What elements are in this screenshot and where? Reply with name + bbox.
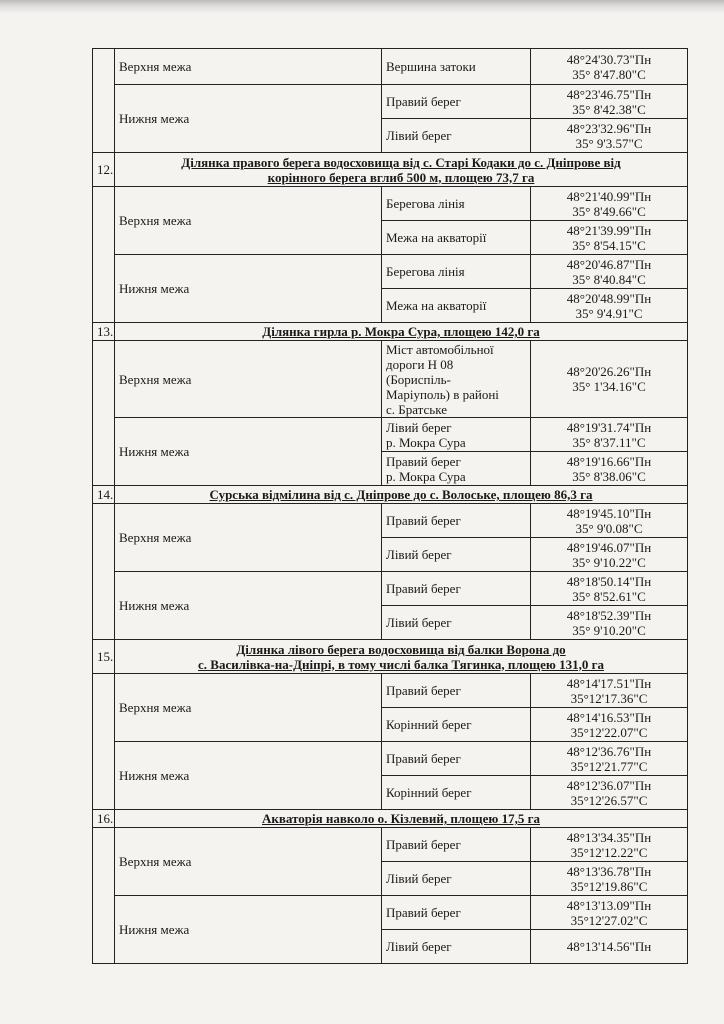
section-title-line: Сурська відмілина від с. Дніпрове до с. Волоське, площею 86,3 га [209, 487, 593, 502]
table-row [93, 85, 688, 119]
longitude: 35° 8'49.66"С [572, 203, 646, 219]
section-title-line: корінного берега вглиб 500 м, площею 73,7 га [267, 169, 535, 185]
point-name: Правий берег [382, 85, 531, 119]
scan-edge [0, 0, 724, 14]
coordinates [531, 606, 688, 640]
latitude: 48°19'31.74"Пн [566, 419, 652, 435]
coordinates [531, 221, 688, 255]
coordinates [531, 572, 688, 606]
table-row [93, 187, 688, 221]
point-name: Правий берег [382, 828, 531, 862]
coordinates [531, 674, 688, 708]
latitude: 48°21'39.99"Пн [566, 222, 652, 238]
longitude: 35°12'27.02"С [570, 912, 648, 928]
point-name: Корінний берег [382, 708, 531, 742]
latitude: 48°13'13.09"Пн [566, 897, 652, 913]
section-title [115, 153, 688, 187]
longitude: 35° 9'0.08"С [575, 520, 643, 536]
table-row [93, 674, 688, 708]
coordinates [531, 452, 688, 486]
boundary-label: Нижня межа [115, 896, 382, 964]
boundary-label: Нижня межа [115, 742, 382, 810]
longitude: 35° 8'54.15"С [572, 237, 646, 253]
coordinates [531, 742, 688, 776]
section-header-row [93, 153, 688, 187]
table-row [93, 49, 688, 85]
boundary-label: Верхня межа [115, 674, 382, 742]
point-name: Берегова лінія [382, 255, 531, 289]
section-number: 16. [93, 810, 115, 828]
longitude: 35°12'12.22"С [570, 844, 648, 860]
point-name: Правий берег [382, 674, 531, 708]
latitude: 48°18'50.14"Пн [566, 573, 652, 589]
section-header-row [93, 640, 688, 674]
coordinates [531, 418, 688, 452]
section-header-row [93, 486, 688, 504]
section-title-line: Ділянка лівого берега водосховища від балки Ворона до [236, 641, 566, 657]
latitude: 48°20'46.87"Пн [566, 256, 652, 272]
point-name-line: дороги Н 08 [386, 356, 454, 372]
longitude: 35° 9'10.20"С [572, 622, 646, 638]
point-name: Правий берег [382, 896, 531, 930]
longitude: 35°12'22.07"С [570, 724, 648, 740]
coordinates [531, 187, 688, 221]
point-name: Межа на акваторії [382, 221, 531, 255]
latitude: 48°13'36.78"Пн [566, 863, 652, 879]
point-name-line: Правий берег [386, 453, 461, 469]
coordinates [531, 255, 688, 289]
longitude: 35°12'17.36"С [570, 690, 648, 706]
section-title [115, 486, 688, 504]
longitude: 35°12'21.77"С [570, 758, 648, 774]
point-name: Корінний берег [382, 776, 531, 810]
section-title [115, 323, 688, 341]
section-title-line: с. Василівка-на-Дніпрі, в тому числі балка Тягинка, площею 131,0 га [198, 656, 604, 672]
section-number-cell [93, 341, 115, 486]
longitude: 35° 8'38.06"С [572, 468, 646, 484]
latitude: 48°21'40.99"Пн [566, 188, 652, 204]
point-name: Лівий берег [382, 862, 531, 896]
boundary-label: Верхня межа [115, 49, 382, 85]
section-number: 12. [93, 153, 115, 187]
section-number-cell [93, 504, 115, 640]
section-title-line: Ділянка гирла р. Мокра Сура, площею 142,0 га [262, 324, 540, 339]
coordinates: 48°23'46.75"Пн 35° 8'42.38"С [531, 85, 688, 119]
latitude: 48°12'36.07"Пн [566, 777, 652, 793]
point-name-line: р. Мокра Сура [386, 468, 466, 484]
coordinates [531, 896, 688, 930]
latitude: 48°13'34.35"Пн [566, 829, 652, 845]
coordinates [531, 776, 688, 810]
table-row [93, 255, 688, 289]
table-row [93, 742, 688, 776]
boundary-label: Верхня межа [115, 187, 382, 255]
table-row [93, 341, 688, 418]
table-row [93, 418, 688, 452]
table-row [93, 828, 688, 862]
boundary-label: Нижня межа [115, 85, 382, 153]
section-title-line: Акваторія навколо о. Кізлевий, площею 17,5 га [261, 811, 541, 826]
coordinates: 48°23'32.96"Пн 35° 9'3.57"С [531, 119, 688, 153]
latitude: 48°12'36.76"Пн [566, 743, 652, 759]
section-title-line: Ділянка правого берега водосховища від с. Старі Кодаки до с. Дніпрове від [181, 154, 621, 170]
boundary-label: Нижня межа [115, 418, 382, 486]
latitude: 48°18'52.39"Пн [566, 607, 652, 623]
longitude: 35° 8'37.11"С [572, 434, 646, 450]
boundary-label: Верхня межа [115, 504, 382, 572]
longitude: 35° 9'10.22"С [572, 554, 646, 570]
boundaries-table [92, 48, 688, 964]
coordinates: 48°24'30.73"Пн 35° 8'47.80"С [531, 49, 688, 85]
section-number: 15. [93, 640, 115, 674]
latitude: 48°19'45.10"Пн [566, 505, 652, 521]
section-title [115, 810, 688, 828]
point-name-line: Міст автомобільної [386, 341, 494, 357]
boundary-label: Верхня межа [115, 828, 382, 896]
section-title [115, 640, 688, 674]
table-row [93, 504, 688, 538]
point-name-line: р. Мокра Сура [386, 434, 466, 450]
point-name [382, 341, 531, 418]
table-row [93, 896, 688, 930]
point-name: Правий берег [382, 572, 531, 606]
latitude: 48°14'16.53"Пн [566, 709, 652, 725]
latitude: 48°13'14.56"Пн [566, 939, 652, 954]
coordinates [531, 341, 688, 418]
boundary-label: Нижня межа [115, 572, 382, 640]
longitude: 35° 9'4.91"С [575, 305, 643, 321]
latitude: 48°20'26.26"Пн [566, 364, 652, 379]
point-name: Вершина затоки [382, 49, 531, 85]
longitude: 35°12'26.57"С [570, 792, 648, 808]
point-name-line: с. Братське [386, 401, 447, 417]
section-number-cell [93, 674, 115, 810]
point-name: Берегова лінія [382, 187, 531, 221]
point-name-line: Маріуполь) в районі [386, 386, 499, 402]
point-name: Межа на акваторії [382, 289, 531, 323]
point-name [382, 418, 531, 452]
longitude: 35° 1'34.16"С [572, 379, 646, 394]
coordinates [531, 289, 688, 323]
coordinates [531, 862, 688, 896]
coordinates [531, 708, 688, 742]
table-row [93, 572, 688, 606]
point-name-line: (Бориспіль- [386, 371, 451, 387]
section-number-cell [93, 828, 115, 964]
section-number: 14. [93, 486, 115, 504]
point-name [382, 452, 531, 486]
latitude: 48°19'16.66"Пн [566, 453, 652, 469]
boundary-label: Верхня межа [115, 341, 382, 418]
section-number-cell [93, 49, 115, 153]
boundary-label: Нижня межа [115, 255, 382, 323]
coordinates [531, 504, 688, 538]
coordinates [531, 538, 688, 572]
coordinates [531, 828, 688, 862]
section-number-cell [93, 187, 115, 323]
point-name: Правий берег [382, 504, 531, 538]
latitude: 48°20'48.99"Пн [566, 290, 652, 306]
point-name: Лівий берег [382, 538, 531, 572]
latitude: 48°14'17.51"Пн [566, 675, 652, 691]
coordinates [531, 930, 688, 964]
section-header-row [93, 810, 688, 828]
section-number: 13. [93, 323, 115, 341]
section-header-row [93, 323, 688, 341]
longitude: 35° 8'40.84"С [572, 271, 646, 287]
latitude: 48°19'46.07"Пн [566, 539, 652, 555]
longitude: 35°12'19.86"С [570, 878, 648, 894]
longitude: 35° 8'52.61"С [572, 588, 646, 604]
point-name: Лівий берег [382, 119, 531, 153]
point-name: Лівий берег [382, 606, 531, 640]
point-name-line: Лівий берег [386, 419, 452, 435]
point-name: Лівий берег [382, 930, 531, 964]
point-name: Правий берег [382, 742, 531, 776]
